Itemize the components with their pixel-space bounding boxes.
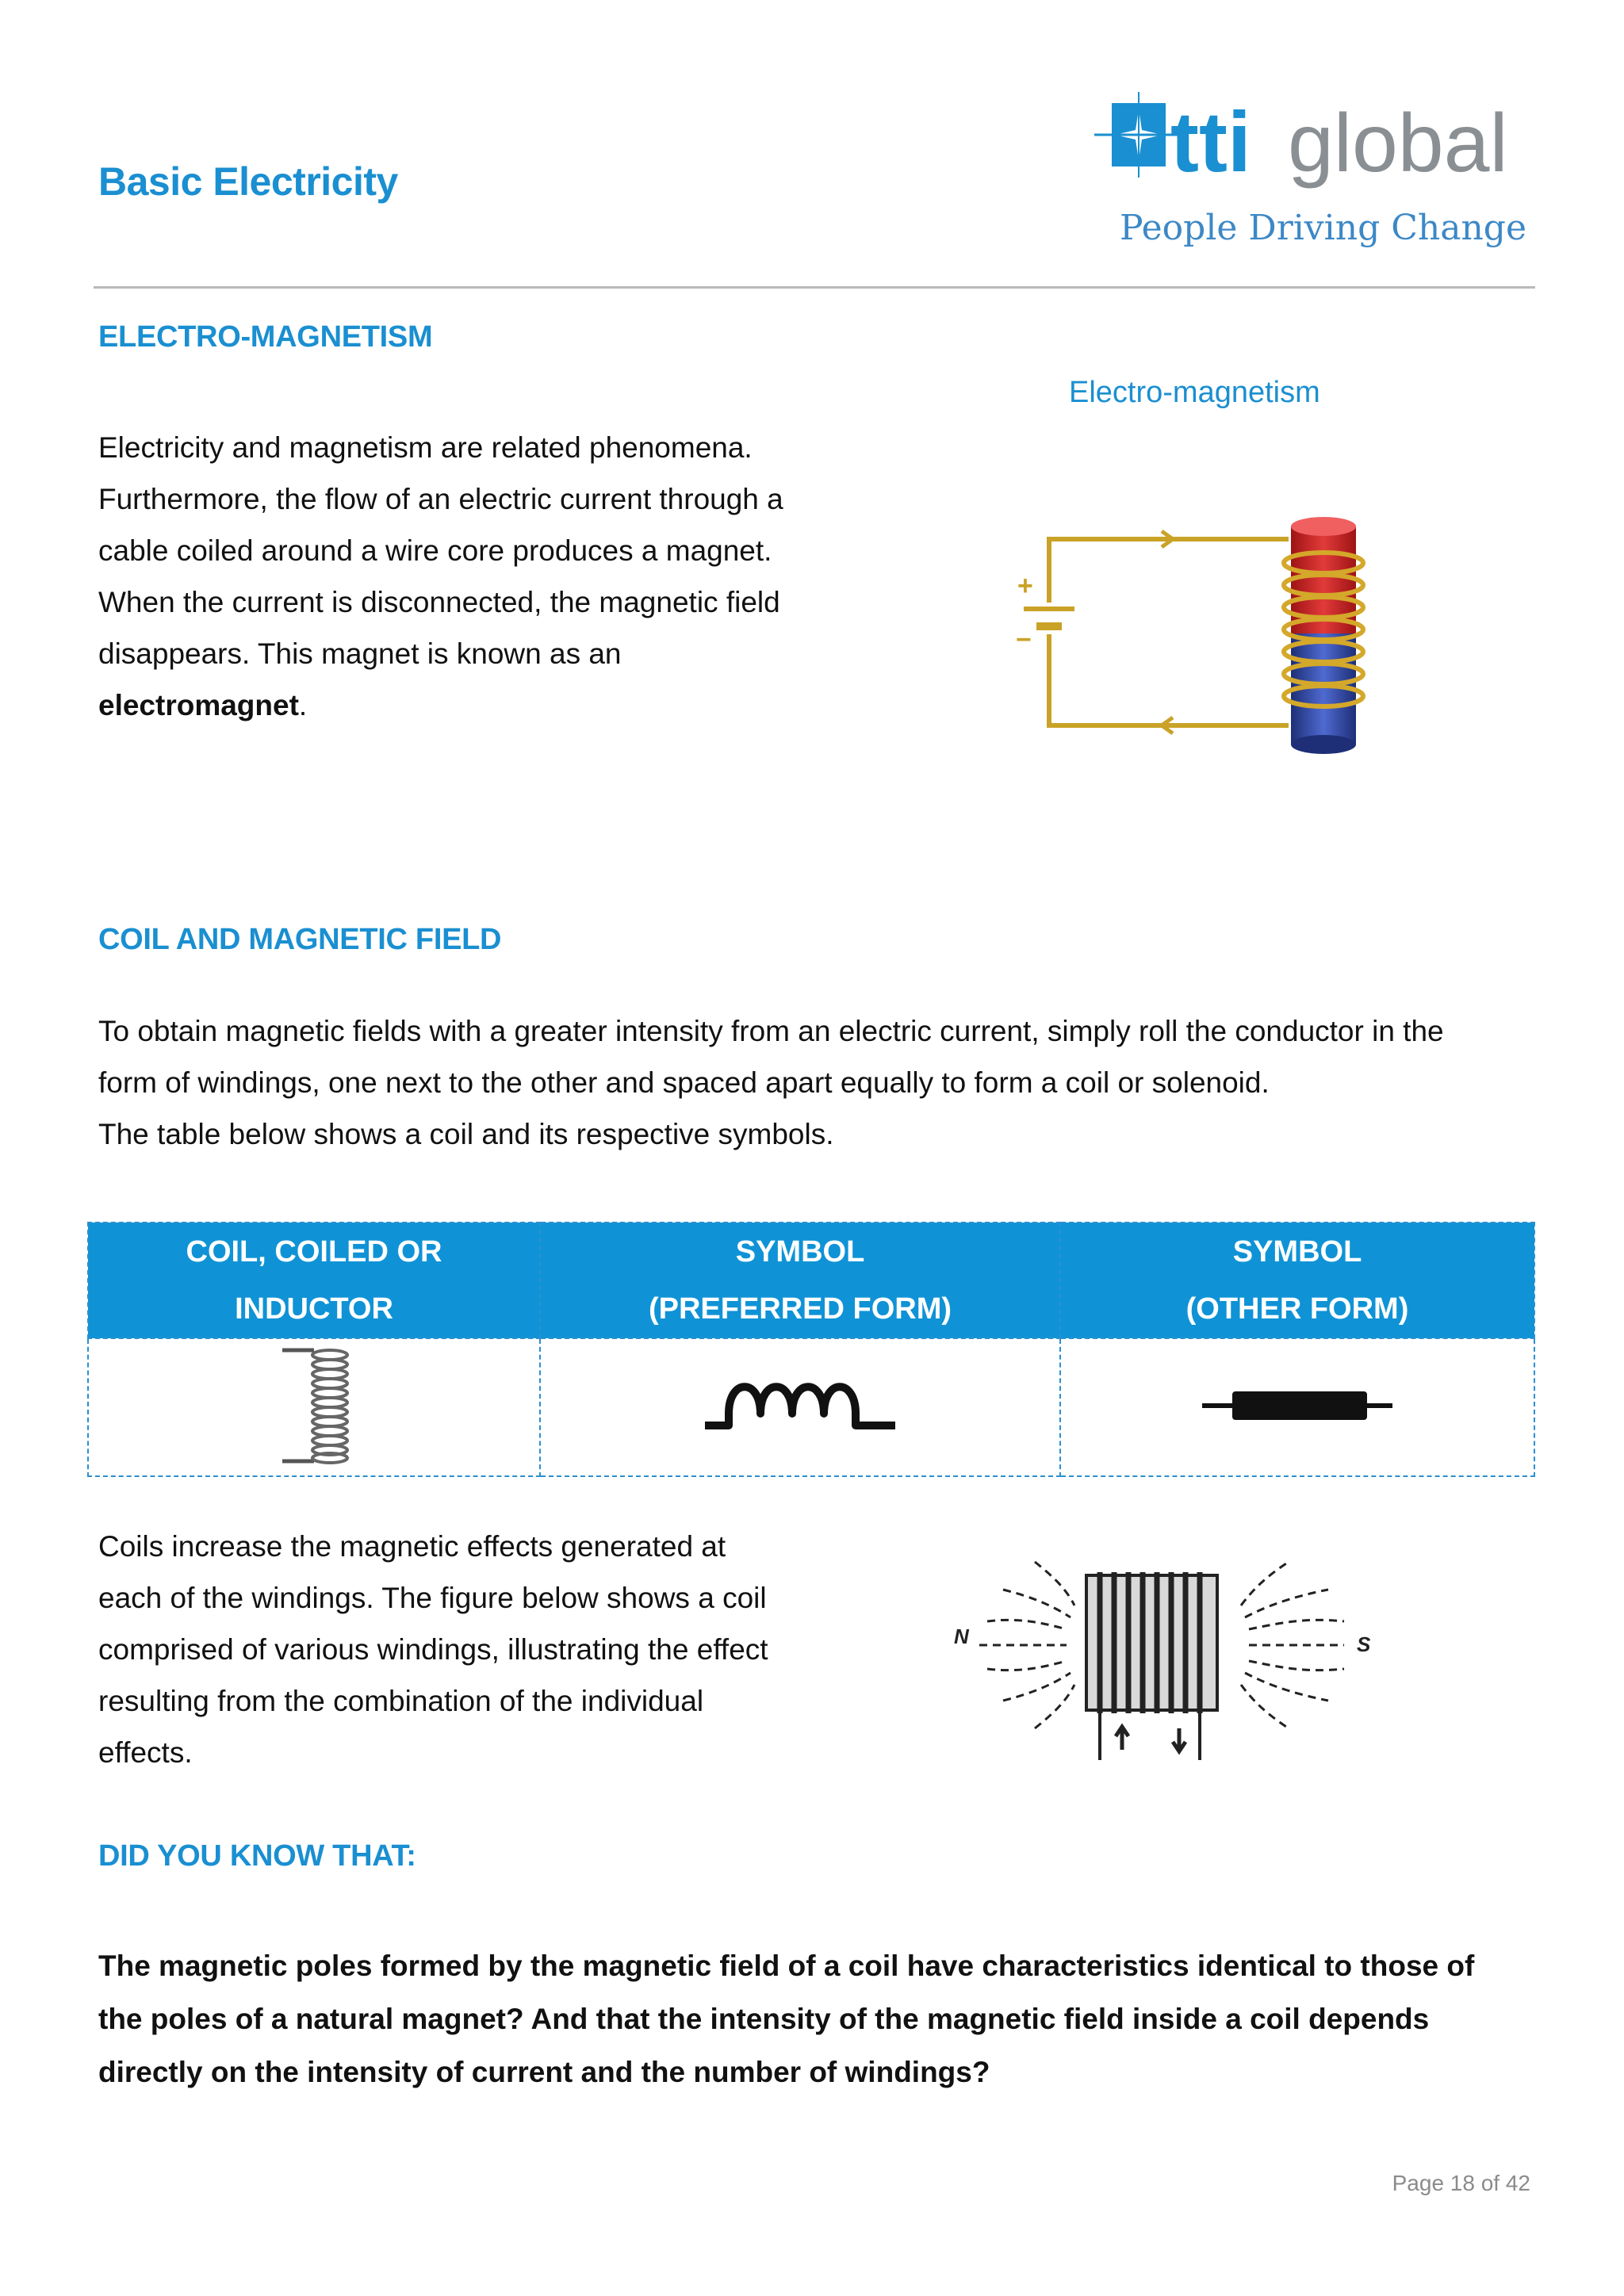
north-pole-label: N [954, 1624, 969, 1648]
coil-image-cell [88, 1338, 540, 1476]
logo-graphic [1094, 86, 1538, 260]
paragraph-line: Furthermore, the flow of an electric current through a [98, 483, 783, 515]
logo-tagline: People Driving Change [1120, 208, 1527, 248]
table-header-symbol-preferred: SYMBOL (PREFERRED FORM) [540, 1223, 1060, 1338]
inductor-symbol-icon [697, 1370, 903, 1441]
figure-caption-electromagnetism: Electro-magnetism [1069, 376, 1320, 409]
paragraph-line: comprised of various windings, illustrating the effect [98, 1633, 768, 1666]
paragraph-line: When the current is disconnected, the magnetic field [98, 586, 780, 618]
paragraph-line: disappears. This magnet is known as an [98, 637, 622, 670]
coil-paragraph [98, 1005, 1542, 1160]
bold-term-electromagnet: electromagnet [98, 689, 299, 721]
paragraph-line: Electricity and magnetism are related phenomena. [98, 431, 753, 464]
battery-minus-label: − [1016, 625, 1032, 655]
paragraph-line: effects. [98, 1736, 193, 1769]
paragraph-line: each of the windings. The figure below shows a coil [98, 1582, 767, 1614]
resistor-style-inductor-icon [1194, 1378, 1400, 1433]
tti-global-logo [1094, 86, 1538, 260]
did-you-know-paragraph [98, 1939, 1542, 2099]
paragraph-line: directly on the intensity of current and the number of windings? [98, 2056, 990, 2088]
symbol-other-cell [1060, 1338, 1534, 1476]
electromagnet-figure [995, 507, 1408, 761]
paragraph-line: the poles of a natural magnet? And that the intensity of the magnetic field inside a coil depends [98, 2003, 1430, 2035]
paragraph-line: cable coiled around a wire core produces a magnet. [98, 534, 772, 567]
header-divider [94, 286, 1535, 289]
electromagnetism-paragraph [98, 422, 891, 731]
table-header-symbol-other: SYMBOL (OTHER FORM) [1060, 1223, 1534, 1338]
page-number: Page 18 of 42 [1392, 2171, 1530, 2195]
table-header-row [88, 1223, 1534, 1338]
paragraph-line: resulting from the combination of the individual [98, 1685, 704, 1717]
paragraph-line: To obtain magnetic fields with a greater intensity from an electric current, simply roll the conductor in the [98, 1015, 1444, 1047]
paragraph-line: form of windings, one next to the other and spaced apart equally to form a coil or solenoid. [98, 1066, 1270, 1099]
coil-magnetic-field-figure [948, 1534, 1392, 1772]
logo-global-text: global [1288, 98, 1508, 189]
paragraph-line: The magnetic poles formed by the magnetic field of a coil have characteristics identical to those of [98, 1950, 1475, 1982]
logo-tti-text: tti [1170, 94, 1251, 189]
symbol-preferred-cell [540, 1338, 1060, 1476]
paragraph-line: Coils increase the magnetic effects generated at [98, 1530, 726, 1563]
section-heading-coil-magnetic-field: COIL AND MAGNETIC FIELD [98, 923, 502, 956]
paragraph-line-last [98, 679, 891, 731]
battery-plus-label: + [1017, 571, 1033, 601]
document-title: Basic Electricity [98, 159, 398, 204]
coil-effects-paragraph [98, 1521, 891, 1778]
coil-spring-icon [266, 1342, 362, 1469]
table-header-coil: COIL, COILED OR INDUCTOR [88, 1223, 540, 1338]
section-heading-electromagnetism: ELECTRO-MAGNETISM [98, 320, 433, 354]
bold-term-suffix: . [298, 689, 308, 721]
coil-field-lines-icon [948, 1534, 1392, 1772]
coil-symbols-table [87, 1222, 1535, 1477]
section-heading-did-you-know: DID YOU KNOW THAT: [98, 1839, 416, 1873]
south-pole-label: S [1357, 1632, 1371, 1656]
paragraph-line: The table below shows a coil and its respective symbols. [98, 1118, 834, 1150]
electromagnet-circuit-icon [995, 507, 1408, 761]
table-row [88, 1338, 1534, 1476]
